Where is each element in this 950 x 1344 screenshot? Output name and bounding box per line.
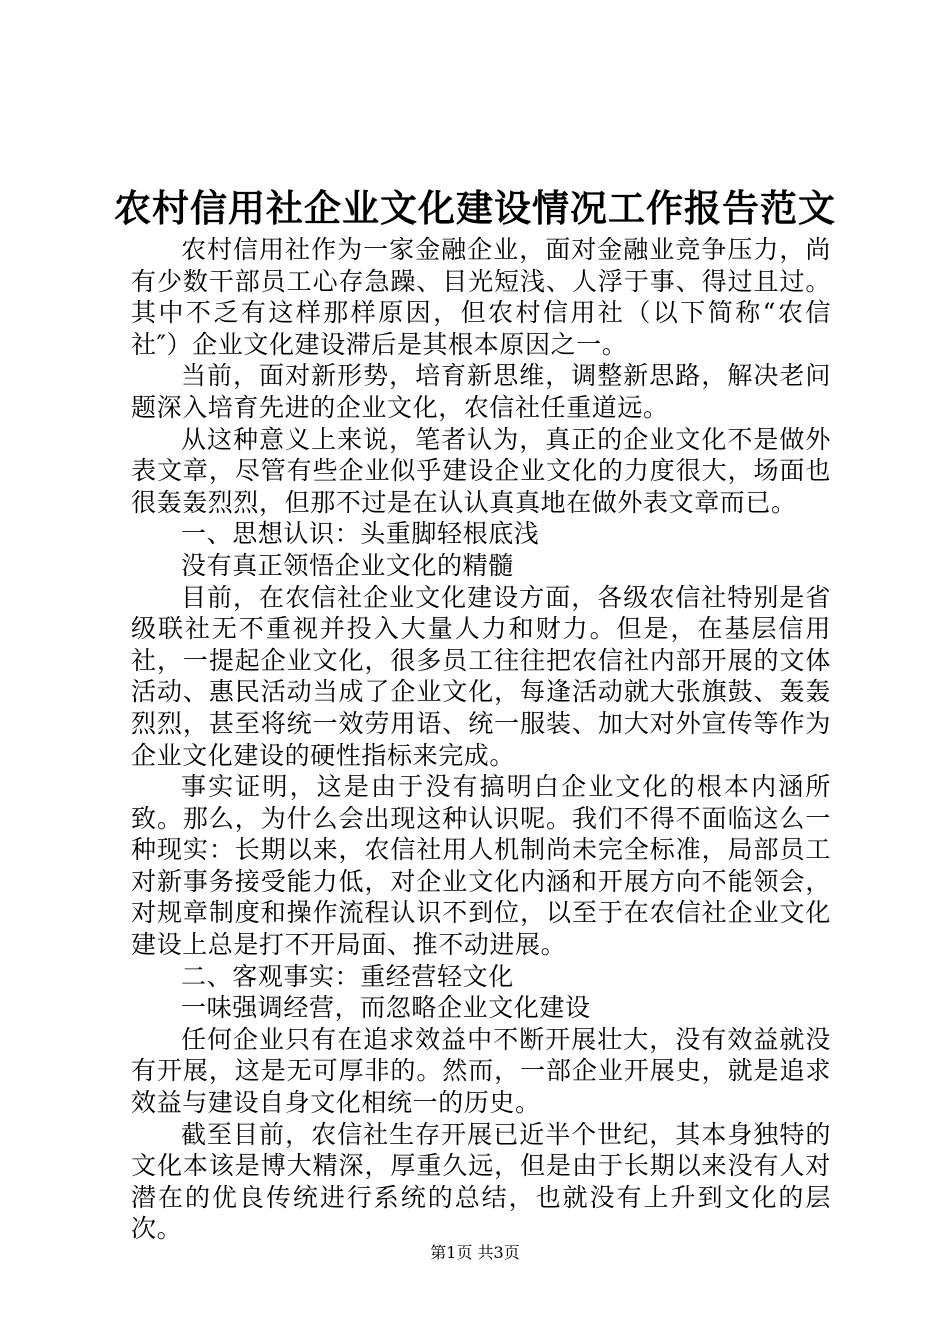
paragraph-5: 事实证明，这是由于没有搞明白企业文化的根本内涵所致。那么，为什么会出现这种认识呢。我们不得不面临这么一种现实：长期以来，农信社用人机制尚未完全标准，局部员工对新事务接受能力低，对企业文化内涵和开展方向不能领会，对规章制度和操作流程认识不到位，以至于在农信社企业文化建设上总是打不开局面、推不动进展。 <box>131 772 831 960</box>
document-title: 农村信用社企业文化建设情况工作报告范文 <box>114 186 836 230</box>
page-number-footer: 第1页 共3页 <box>430 1243 520 1262</box>
paragraph-6: 任何企业只有在追求效益中不断开展壮大，没有效益就没有开展，这是无可厚非的。然而，一部企业开展史，就是追求效益与建设自身文化相统一的历史。 <box>131 1024 831 1118</box>
paragraph-7: 截至目前，农信社生存开展已近半个世纪，其本身独特的文化本该是博大精深，厚重久远，但是由于长期以来没有人对潜在的优良传统进行系统的总结，也就没有上升到文化的层次。 <box>131 1119 831 1244</box>
paragraph-4: 目前，在农信社企业文化建设方面，各级农信社特别是省级联社无不重视并投入大量人力和财力。但是，在基层信用社，一提起企业文化，很多员工往往把农信社内部开展的文体活动、惠民活动当成了企业文化，每逢活动就大张旗鼓、轰轰烈烈，甚至将统一效劳用语、统一服装、加大对外宣传等作为企业文化建设的硬性指标来完成。 <box>131 582 831 770</box>
paragraph-1: 农村信用社作为一家金融企业，面对金融业竞争压力，尚有少数干部员工心存急躁、目光短浅、人浮于事、得过且过。其中不乏有这样那样原因，但农村信用社（以下简称“农信社″）企业文化建设滞后是其根本原因之一。 <box>131 235 831 359</box>
section-heading-2: 二、客观事实：重经营轻文化 <box>181 961 514 991</box>
section-subheading-1: 没有真正领悟企业文化的精髓 <box>181 550 514 580</box>
section-subheading-2: 一味强调经营，而忽略企业文化建设 <box>181 993 591 1023</box>
paragraph-3: 从这种意义上来说，笔者认为，真正的企业文化不是做外表文章，尽管有些企业似乎建设企业文化的力度很大，场面也很轰轰烈烈，但那不过是在认认真真地在做外表文章而已。 <box>131 424 831 517</box>
document-body <box>131 234 831 1245</box>
section-heading-1: 一、思想认识：头重脚轻根底浅 <box>181 519 540 549</box>
paragraph-2: 当前，面对新形势，培育新思维，调整新思路，解决老问题深入培育先进的企业文化，农信社任重道远。 <box>131 361 831 422</box>
